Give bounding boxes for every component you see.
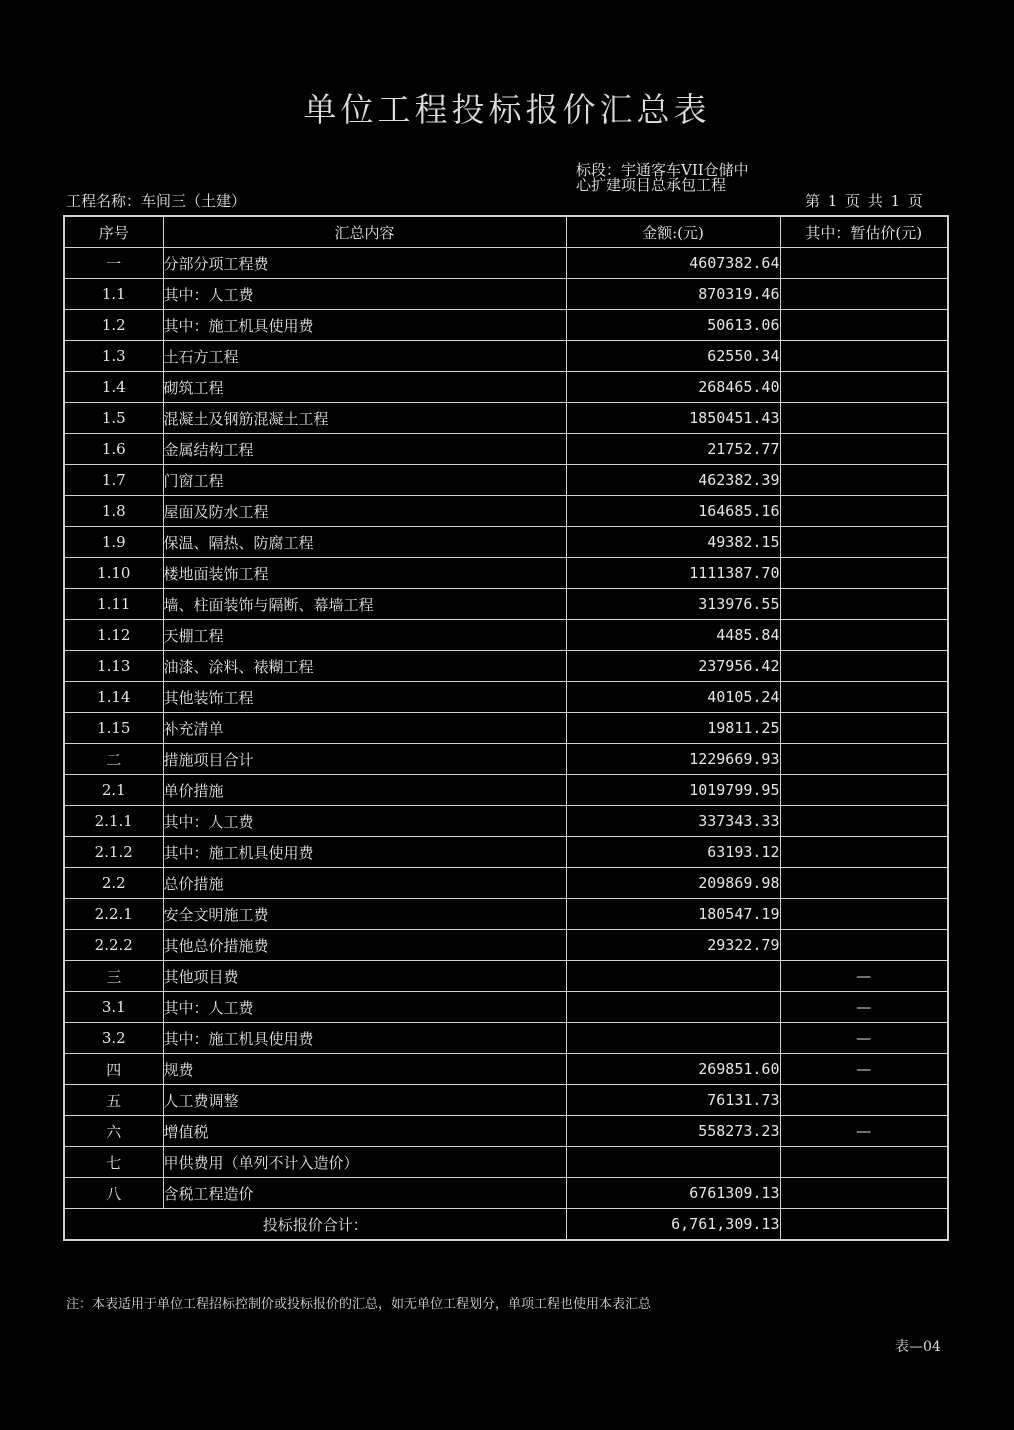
row-content: 其中：人工费 <box>163 806 566 837</box>
row-seq: 1.11 <box>64 589 163 620</box>
row-seq: 1.15 <box>64 713 163 744</box>
table-row <box>64 806 948 837</box>
row-content: 金属结构工程 <box>163 434 566 465</box>
row-content: 安全文明施工费 <box>163 899 566 930</box>
row-amount: 558273.23 <box>566 1116 780 1147</box>
row-content: 砌筑工程 <box>163 372 566 403</box>
row-content: 天棚工程 <box>163 620 566 651</box>
table-row <box>64 248 948 279</box>
row-seq: 1.1 <box>64 279 163 310</box>
table-row <box>64 961 948 992</box>
row-amount: 870319.46 <box>566 279 780 310</box>
row-estimate: — <box>780 1054 948 1085</box>
row-content: 增值税 <box>163 1116 566 1147</box>
table-row <box>64 403 948 434</box>
row-amount: 268465.40 <box>566 372 780 403</box>
row-amount: 21752.77 <box>566 434 780 465</box>
row-amount: 209869.98 <box>566 868 780 899</box>
row-content: 含税工程造价 <box>163 1178 566 1209</box>
row-content: 墙、柱面装饰与隔断、幕墙工程 <box>163 589 566 620</box>
row-amount: 164685.16 <box>566 496 780 527</box>
row-amount: 313976.55 <box>566 589 780 620</box>
row-estimate <box>780 496 948 527</box>
row-content: 其中：施工机具使用费 <box>163 837 566 868</box>
row-estimate <box>780 248 948 279</box>
row-content: 混凝土及钢筋混凝土工程 <box>163 403 566 434</box>
row-content: 其中：人工费 <box>163 279 566 310</box>
table-row <box>64 496 948 527</box>
row-estimate <box>780 558 948 589</box>
row-amount: 337343.33 <box>566 806 780 837</box>
table-row <box>64 372 948 403</box>
row-estimate <box>780 434 948 465</box>
row-content: 人工费调整 <box>163 1085 566 1116</box>
row-content: 楼地面装饰工程 <box>163 558 566 589</box>
row-estimate: — <box>780 961 948 992</box>
row-estimate: — <box>780 1023 948 1054</box>
row-content: 单价措施 <box>163 775 566 806</box>
row-estimate <box>780 372 948 403</box>
row-estimate <box>780 651 948 682</box>
row-amount: 462382.39 <box>566 465 780 496</box>
table-row <box>64 899 948 930</box>
table-row <box>64 465 948 496</box>
row-amount: 1019799.95 <box>566 775 780 806</box>
row-amount: 1229669.93 <box>566 744 780 775</box>
row-seq: 1.12 <box>64 620 163 651</box>
row-content: 其中：人工费 <box>163 992 566 1023</box>
row-seq: 六 <box>64 1116 163 1147</box>
row-seq: 五 <box>64 1085 163 1116</box>
row-amount: 50613.06 <box>566 310 780 341</box>
row-estimate <box>780 1147 948 1178</box>
total-label: 投标报价合计： <box>64 1209 566 1241</box>
total-estimate <box>780 1209 948 1241</box>
row-estimate <box>780 403 948 434</box>
row-seq: 1.9 <box>64 527 163 558</box>
row-seq: 1.3 <box>64 341 163 372</box>
row-seq: 四 <box>64 1054 163 1085</box>
row-estimate <box>780 713 948 744</box>
row-amount: 40105.24 <box>566 682 780 713</box>
table-row <box>64 620 948 651</box>
summary-table <box>63 215 949 1241</box>
table-row <box>64 341 948 372</box>
row-amount: 29322.79 <box>566 930 780 961</box>
row-seq: 1.4 <box>64 372 163 403</box>
row-amount: 1111387.70 <box>566 558 780 589</box>
row-estimate <box>780 837 948 868</box>
row-amount: 63193.12 <box>566 837 780 868</box>
table-row <box>64 527 948 558</box>
row-estimate: — <box>780 992 948 1023</box>
row-seq: 3.2 <box>64 1023 163 1054</box>
row-estimate <box>780 682 948 713</box>
row-content: 其他项目费 <box>163 961 566 992</box>
table-row <box>64 930 948 961</box>
row-amount: 6761309.13 <box>566 1178 780 1209</box>
row-amount: 180547.19 <box>566 899 780 930</box>
header-content: 汇总内容 <box>163 216 566 248</box>
row-content: 油漆、涂料、裱糊工程 <box>163 651 566 682</box>
row-amount: 4485.84 <box>566 620 780 651</box>
row-estimate <box>780 1085 948 1116</box>
row-seq: 1.13 <box>64 651 163 682</box>
row-seq: 1.5 <box>64 403 163 434</box>
row-estimate <box>780 806 948 837</box>
row-estimate <box>780 589 948 620</box>
form-number: 表—04 <box>895 1339 941 1355</box>
row-content: 其中：施工机具使用费 <box>163 310 566 341</box>
row-seq: 1.7 <box>64 465 163 496</box>
row-seq: 一 <box>64 248 163 279</box>
table-row <box>64 775 948 806</box>
row-seq: 七 <box>64 1147 163 1178</box>
row-content: 其中：施工机具使用费 <box>163 1023 566 1054</box>
row-estimate <box>780 310 948 341</box>
section-label: 标段：宇通客车VII仓储中心扩建项目总承包工程 <box>576 161 749 194</box>
row-seq: 二 <box>64 744 163 775</box>
table-row <box>64 713 948 744</box>
row-content: 总价措施 <box>163 868 566 899</box>
row-amount: 4607382.64 <box>566 248 780 279</box>
total-amount: 6,761,309.13 <box>566 1209 780 1241</box>
row-content: 分部分项工程费 <box>163 248 566 279</box>
row-content: 其他装饰工程 <box>163 682 566 713</box>
row-estimate <box>780 744 948 775</box>
row-amount <box>566 1023 780 1054</box>
table-row <box>64 279 948 310</box>
row-content: 其他总价措施费 <box>163 930 566 961</box>
table-row <box>64 558 948 589</box>
row-estimate <box>780 930 948 961</box>
row-content: 措施项目合计 <box>163 744 566 775</box>
row-estimate: — <box>780 1116 948 1147</box>
row-amount: 19811.25 <box>566 713 780 744</box>
table-header-row <box>64 216 948 248</box>
row-amount <box>566 992 780 1023</box>
table-row <box>64 1085 948 1116</box>
page-info: 第 1 页 共 1 页 <box>805 192 923 210</box>
row-estimate <box>780 279 948 310</box>
table-row <box>64 1054 948 1085</box>
row-seq: 2.2.1 <box>64 899 163 930</box>
header-seq: 序号 <box>64 216 163 248</box>
row-amount: 76131.73 <box>566 1085 780 1116</box>
row-seq: 三 <box>64 961 163 992</box>
row-content: 屋面及防水工程 <box>163 496 566 527</box>
table-row <box>64 837 948 868</box>
row-estimate <box>780 899 948 930</box>
table-row <box>64 682 948 713</box>
row-content: 甲供费用（单列不计入造价） <box>163 1147 566 1178</box>
row-seq: 八 <box>64 1178 163 1209</box>
table-row <box>64 868 948 899</box>
row-amount: 62550.34 <box>566 341 780 372</box>
row-estimate <box>780 868 948 899</box>
total-row <box>64 1209 948 1241</box>
table-row <box>64 1147 948 1178</box>
row-amount: 49382.15 <box>566 527 780 558</box>
table-row <box>64 651 948 682</box>
row-amount: 1850451.43 <box>566 403 780 434</box>
row-amount: 269851.60 <box>566 1054 780 1085</box>
table-row <box>64 744 948 775</box>
row-estimate <box>780 620 948 651</box>
row-amount: 237956.42 <box>566 651 780 682</box>
table-row <box>64 310 948 341</box>
header-estimate: 其中：暂估价(元) <box>780 216 948 248</box>
row-seq: 1.10 <box>64 558 163 589</box>
table-row <box>64 992 948 1023</box>
row-seq: 2.1.2 <box>64 837 163 868</box>
row-estimate <box>780 775 948 806</box>
row-seq: 2.2 <box>64 868 163 899</box>
project-name: 工程名称：车间三（土建） <box>66 192 247 210</box>
row-content: 门窗工程 <box>163 465 566 496</box>
row-amount <box>566 1147 780 1178</box>
row-seq: 2.1 <box>64 775 163 806</box>
row-content: 规费 <box>163 1054 566 1085</box>
header-amount: 金额:(元) <box>566 216 780 248</box>
table-row <box>64 1116 948 1147</box>
page-title: 单位工程投标报价汇总表 <box>303 90 711 129</box>
table-row <box>64 589 948 620</box>
row-amount <box>566 961 780 992</box>
row-estimate <box>780 527 948 558</box>
table-row <box>64 1178 948 1209</box>
row-seq: 2.2.2 <box>64 930 163 961</box>
row-estimate <box>780 465 948 496</box>
footnote: 注：本表适用于单位工程招标控制价或投标报价的汇总，如无单位工程划分，单项工程也使用本表汇总 <box>66 1297 652 1312</box>
table-row <box>64 434 948 465</box>
row-content: 保温、隔热、防腐工程 <box>163 527 566 558</box>
row-estimate <box>780 1178 948 1209</box>
row-seq: 1.8 <box>64 496 163 527</box>
row-seq: 1.6 <box>64 434 163 465</box>
row-content: 补充清单 <box>163 713 566 744</box>
row-seq: 1.14 <box>64 682 163 713</box>
row-seq: 1.2 <box>64 310 163 341</box>
row-seq: 3.1 <box>64 992 163 1023</box>
row-content: 土石方工程 <box>163 341 566 372</box>
row-seq: 2.1.1 <box>64 806 163 837</box>
table-row <box>64 1023 948 1054</box>
row-estimate <box>780 341 948 372</box>
